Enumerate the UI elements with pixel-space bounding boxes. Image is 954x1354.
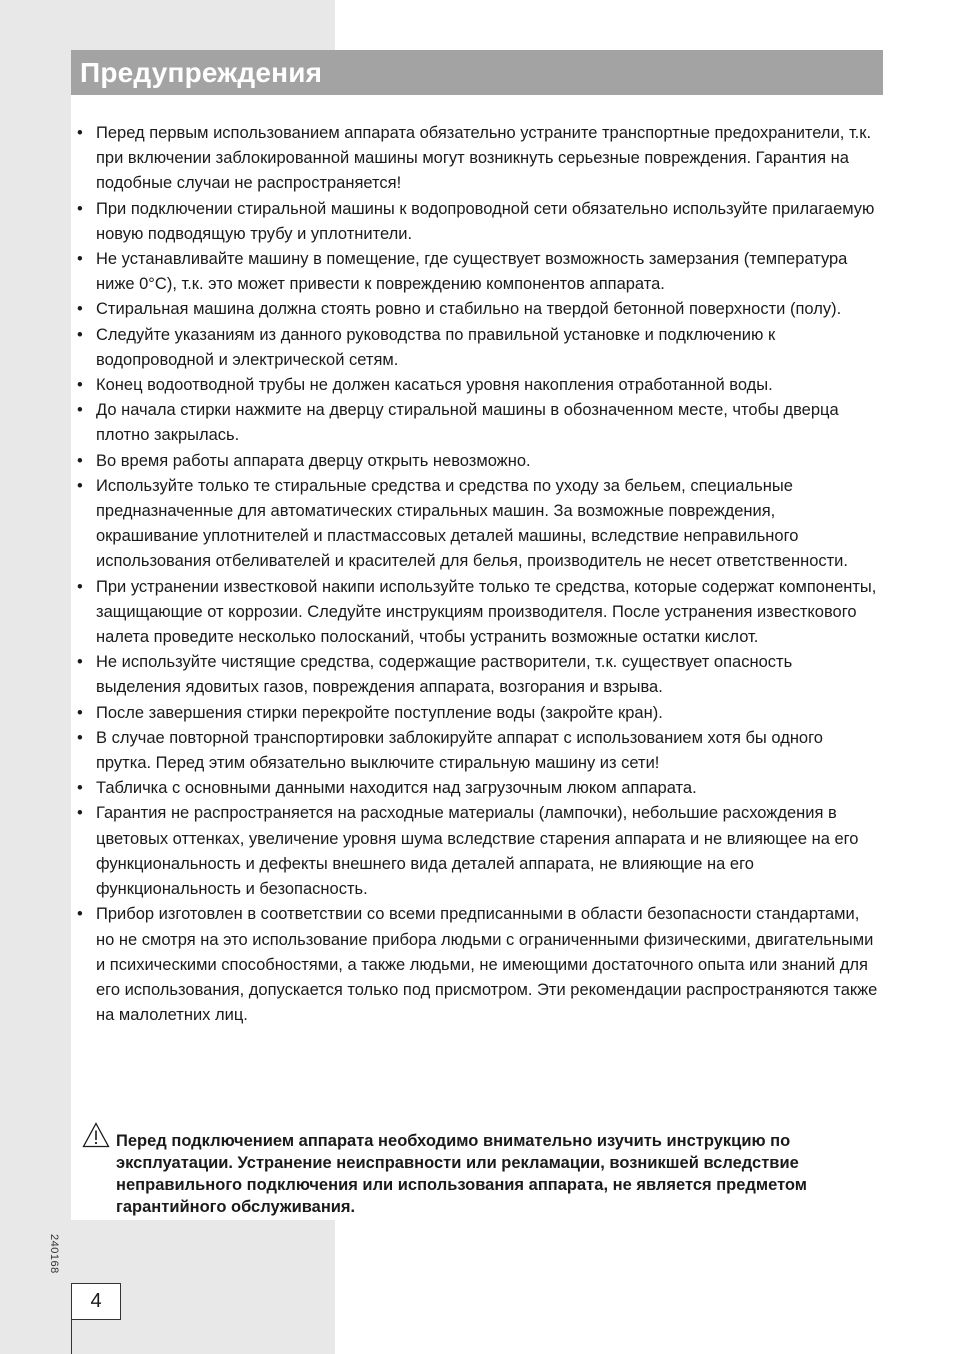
bullet-icon: • xyxy=(77,300,83,319)
list-item-text: Прибор изготовлен в соответствии со всеми предписанными в области безопасности стандартами, но не смотря на это использование прибора людьми с ограниченными физическими, двигательными и психическими способностями, а также людьми, не имеющими достаточного опыта или знаний для его использования, допускается только под присмотром. Эти рекомендации распространяются также на малолетних лиц. xyxy=(96,905,878,1025)
list-item-text: Во время работы аппарата дверцу открыть невозможно. xyxy=(96,451,531,470)
list-item xyxy=(77,474,879,575)
list-item xyxy=(77,398,879,448)
bullet-icon: • xyxy=(77,325,83,344)
warning-note xyxy=(82,1122,877,1218)
bullet-icon: • xyxy=(77,653,83,672)
list-item-text: Перед первым использованием аппарата обязательно устраните транспортные предохранители, т.к. при включении заблокированной машины могут возникнуть серьезные повреждения. Гарантия на подобные случаи не распространяется! xyxy=(96,124,872,193)
list-item xyxy=(77,373,879,398)
bullet-icon: • xyxy=(77,476,83,495)
bullet-icon: • xyxy=(77,577,83,596)
list-item-text: Гарантия не распространяется на расходные материалы (лампочки), небольшие расхождения в цветовых оттенках, увеличение уровня шума вследствие старения аппарата и не влияющее на его функциональность и дефекты внешнего вида деталей аппарата, не влияющие на его функциональность и безопасность. xyxy=(96,804,859,899)
list-item-text: Табличка с основными данными находится над загрузочным люком аппарата. xyxy=(96,779,697,798)
page-number-divider xyxy=(71,1319,72,1354)
list-item xyxy=(77,121,879,197)
list-item-text: Стиральная машина должна стоять ровно и стабильно на твердой бетонной поверхности (полу). xyxy=(96,300,842,319)
bullet-icon: • xyxy=(77,451,83,470)
list-item xyxy=(77,902,879,1028)
list-item xyxy=(77,701,879,726)
list-item xyxy=(77,776,879,801)
list-item-text: После завершения стирки перекройте поступление воды (закройте кран). xyxy=(96,703,663,722)
list-item-text: Не используйте чистящие средства, содержащие растворители, т.к. существует опасность выделения ядовитых газов, повреждения аппарата, возгорания и взрыва. xyxy=(96,653,793,697)
bullet-icon: • xyxy=(77,376,83,395)
bullet-icon: • xyxy=(77,124,83,142)
page-number: 4 xyxy=(71,1283,121,1320)
bullet-icon: • xyxy=(77,703,83,722)
warning-text: Перед подключением аппарата необходимо внимательно изучить инструкцию по эксплуатации. Устранение неисправности или рекламации, возникшей вследствие неправильного подключения или использования аппарата, не является предметом гарантийного обслуживания. xyxy=(116,1132,808,1216)
bullet-icon: • xyxy=(77,250,83,269)
list-item xyxy=(77,323,879,373)
list-item-text: Конец водоотводной трубы не должен касаться уровня накопления отработанной воды. xyxy=(96,376,773,395)
list-item-text: При устранении известковой накипи используйте только те средства, которые содержат компоненты, защищающие от коррозии. Следуйте инструкциям производителя. После устранения известкового налета проведите несколько полосканий, чтобы устранить возможные остатки кислот. xyxy=(96,577,877,647)
warnings-list xyxy=(77,121,879,1028)
bullet-icon: • xyxy=(77,199,83,218)
list-item-text: Не устанавливайте машину в помещение, где существует возможность замерзания (температура ниже 0°C), т.к. это может привести к повреждению компонентов аппарата. xyxy=(96,250,848,294)
list-item xyxy=(77,247,879,297)
list-item xyxy=(77,297,879,322)
bullet-icon: • xyxy=(77,728,83,747)
list-item-text: При подключении стиральной машины к водопроводной сети обязательно используйте прилагаемую новую подводящую трубу и уплотнители. xyxy=(96,199,875,243)
list-item-text: До начала стирки нажмите на дверцу стиральной машины в обозначенном месте, чтобы дверца плотно закрылась. xyxy=(96,401,839,445)
bullet-icon: • xyxy=(77,401,83,420)
warning-triangle-icon xyxy=(82,1122,110,1148)
list-item xyxy=(77,575,879,651)
bullet-icon: • xyxy=(77,804,83,823)
list-item-text: В случае повторной транспортировки заблокируйте аппарат с использованием хотя бы одного прутка. Перед этим обязательно выключите стиральную машину из сети! xyxy=(96,728,823,773)
list-item xyxy=(77,726,879,776)
list-item xyxy=(77,197,879,247)
list-item-text: Используйте только те стиральные средства и средства по уходу за бельем, специальные предназначенные для автоматических стиральных машин. За возможные повреждения, окрашивание уплотнителей и пластмассовых деталей машины, вследствие неправильного использования отбеливателей и красителей для белья, производитель не несет ответственности. xyxy=(96,476,848,571)
document-code: 240168 xyxy=(48,1234,60,1274)
list-item-text: Следуйте указаниям из данного руководства по правильной установке и подключению к водопроводной и электрической сетям. xyxy=(96,325,776,369)
bullet-icon: • xyxy=(77,905,83,924)
list-item xyxy=(77,650,879,700)
list-item xyxy=(77,801,879,902)
list-item xyxy=(77,449,879,474)
page-title: Предупреждения xyxy=(71,50,883,95)
bullet-icon: • xyxy=(77,779,83,798)
